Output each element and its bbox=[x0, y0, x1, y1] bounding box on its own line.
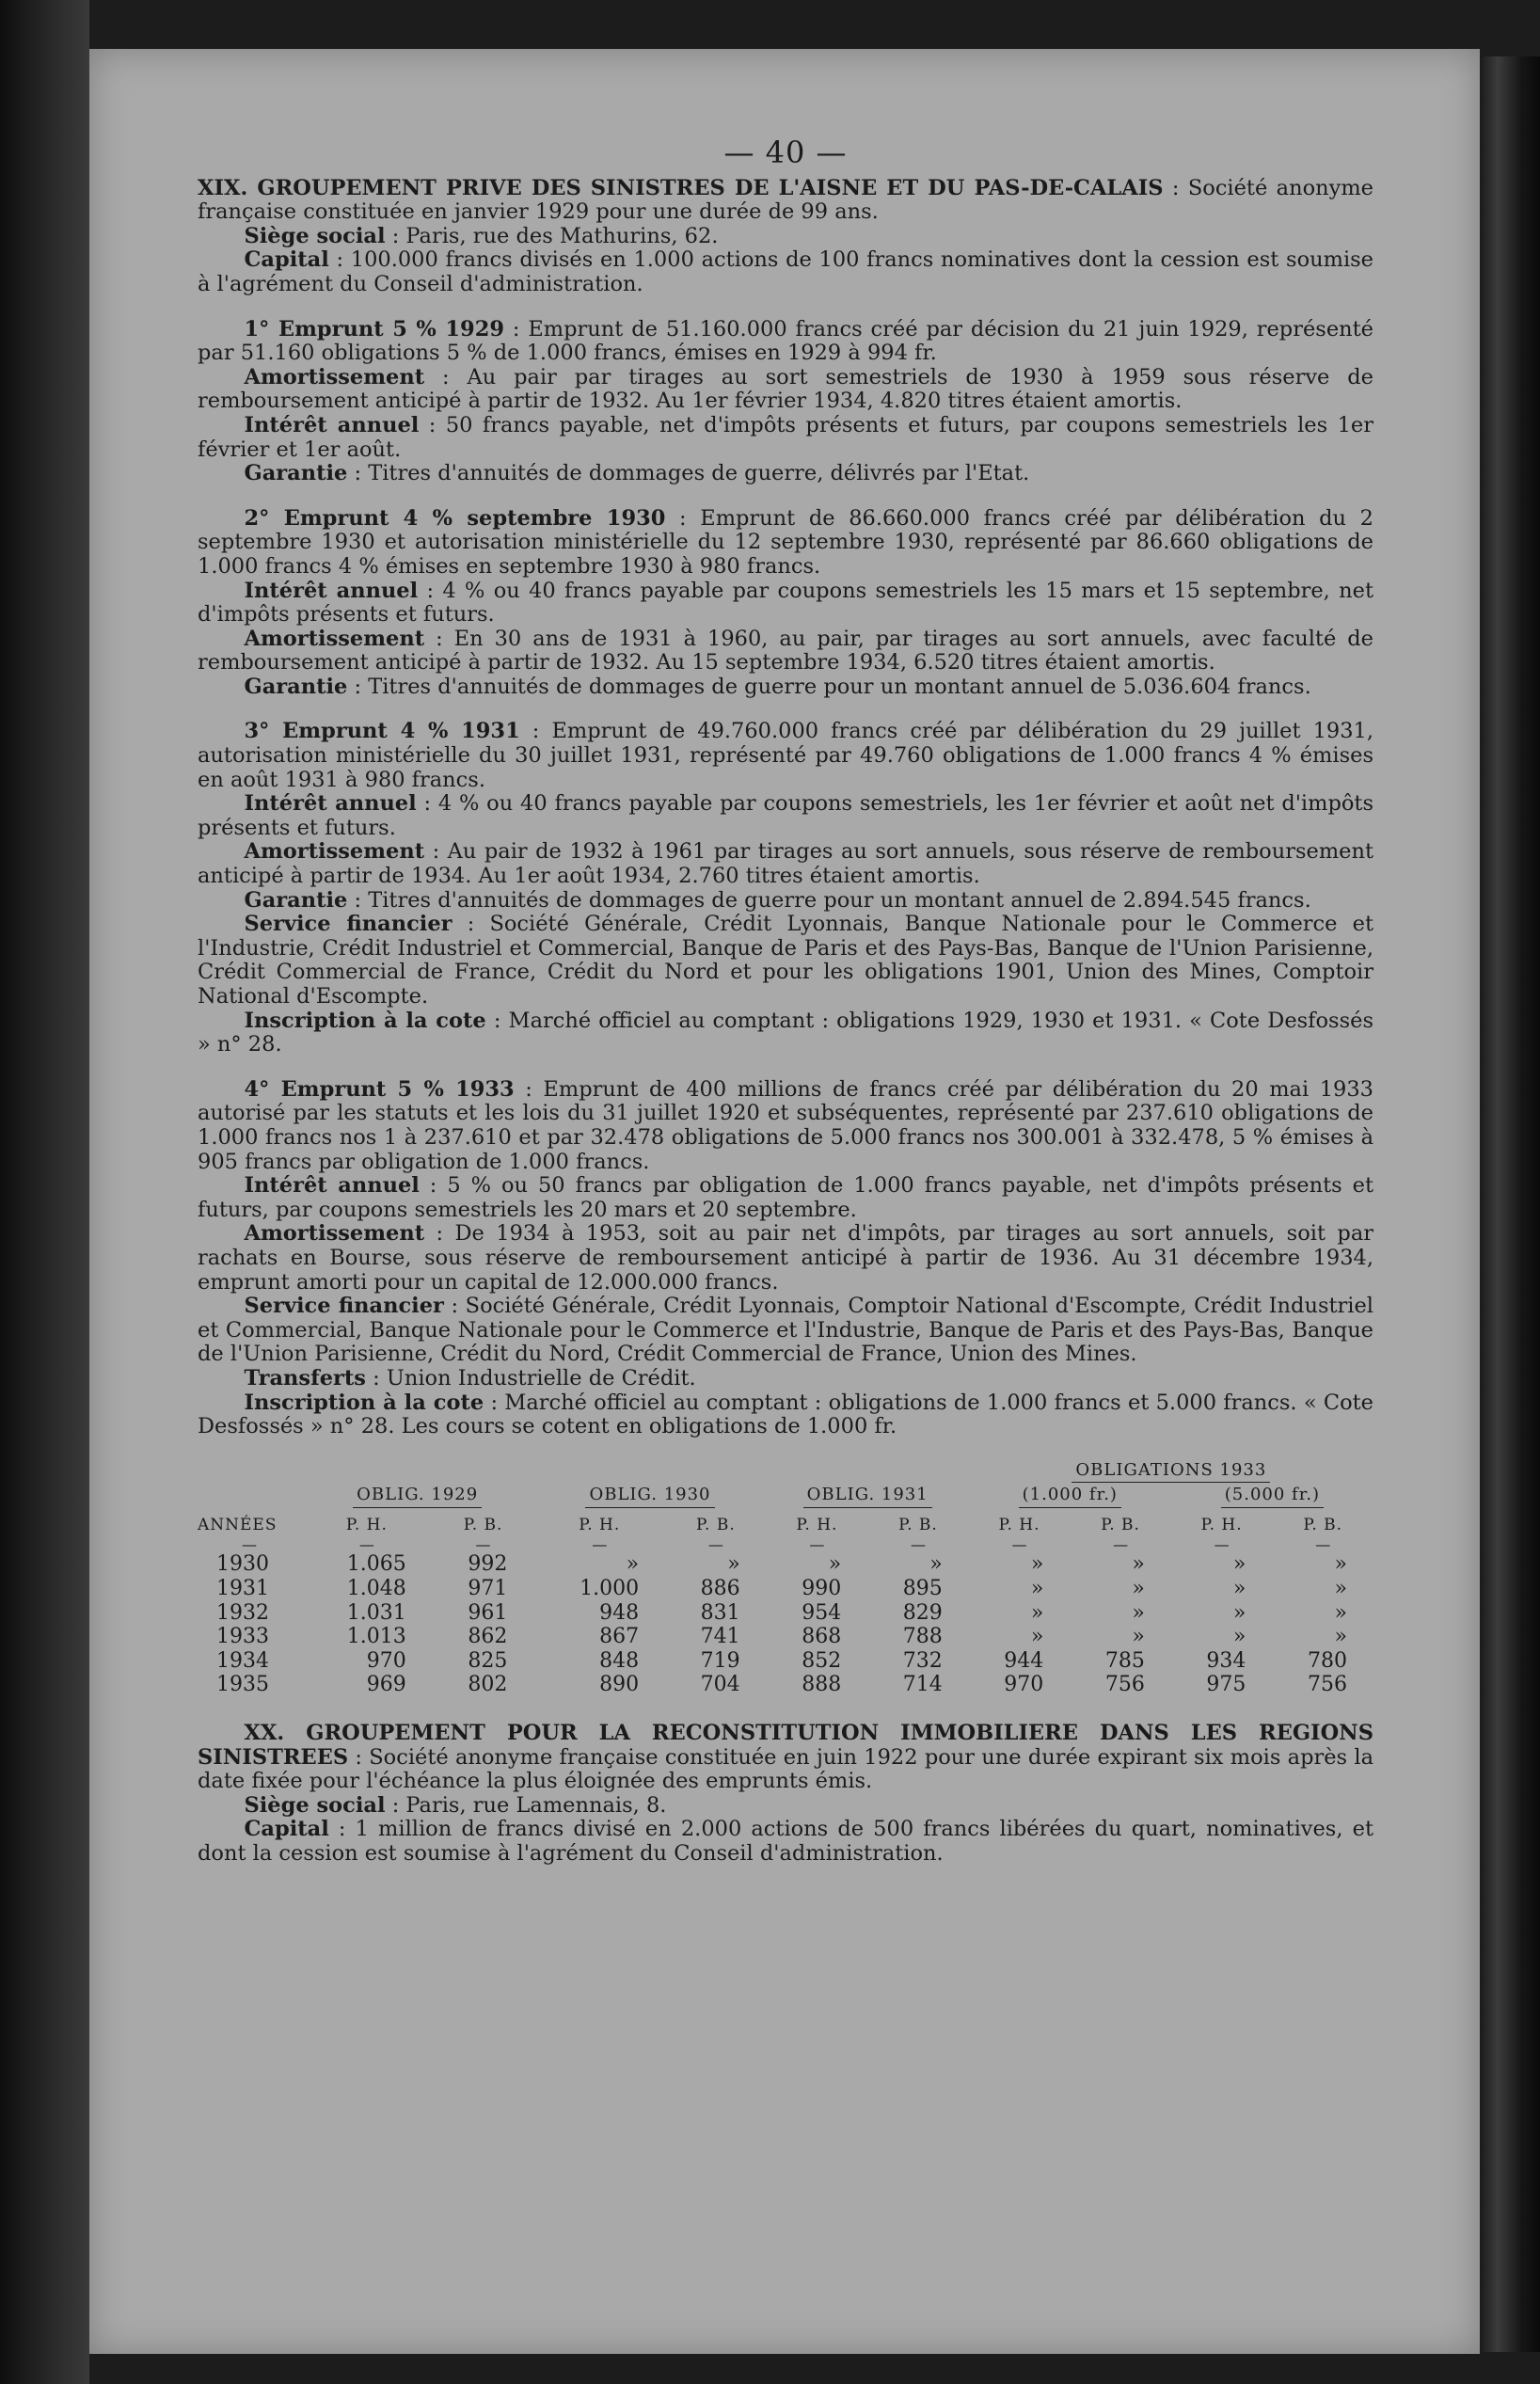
table-cell: 990 bbox=[802, 1577, 842, 1601]
table-cell: 970 bbox=[366, 1648, 406, 1673]
table-cell: 719 bbox=[700, 1648, 740, 1673]
table-cell: 788 bbox=[902, 1625, 943, 1649]
cours-table bbox=[198, 1458, 1373, 1697]
header-oblig-1929: OBLIG. 1929 bbox=[353, 1483, 482, 1508]
table-cell: 969 bbox=[366, 1673, 406, 1697]
table-cell: » bbox=[1030, 1552, 1044, 1577]
cell-year: 1931 bbox=[216, 1577, 269, 1601]
header-pb: P. B. bbox=[1303, 1515, 1343, 1534]
table-cell: » bbox=[1132, 1552, 1145, 1577]
table-cell: 961 bbox=[468, 1600, 508, 1625]
table-cell: » bbox=[1232, 1600, 1246, 1625]
table-cell: » bbox=[1030, 1577, 1044, 1601]
rule-dash: — bbox=[809, 1535, 825, 1554]
cell-year: 1935 bbox=[216, 1673, 269, 1697]
sec19-siege: Siège social : Paris, rue des Mathurins, 62. bbox=[244, 223, 719, 248]
table-cell: 802 bbox=[468, 1673, 508, 1697]
sec20-siege: Siège social : Paris, rue Lamennais, 8. bbox=[244, 1792, 667, 1818]
cell-year: 1932 bbox=[216, 1600, 269, 1625]
table-cell: » bbox=[1334, 1552, 1347, 1577]
sec20-intro: XX. GROUPEMENT POUR LA RECONSTITUTION IMMOBILIERE DANS LES REGIONS SINISTREES : Société anonyme française constituée en juin 1922 pour une durée expirant six mois après la date fixée pour l'échéance la plus éloignée des emprunts émis. bbox=[198, 1721, 1373, 1794]
header-ph: P. H. bbox=[998, 1515, 1040, 1534]
sec20-capital: Capital : 1 million de francs divisé en 2.000 actions de 500 francs libérées du quart, nominatives, et dont la cession est soumise à l'agrément du Conseil d'administration. bbox=[198, 1817, 1373, 1866]
rule-dash: — bbox=[1214, 1535, 1230, 1554]
page-number: — 40 — bbox=[723, 135, 848, 170]
table-cell: 852 bbox=[802, 1648, 842, 1673]
emprunt-1929-interet: Intérêt annuel : 50 francs payable, net d'impôts présents et futurs, par coupons semestriels les 1er février et 1er août. bbox=[198, 412, 1373, 462]
table-cell: » bbox=[929, 1552, 943, 1577]
sec19-capital: Capital : 100.000 francs divisés en 1.000 actions de 100 francs nominatives dont la cession est soumise à l'agrément du Conseil d'administration. bbox=[198, 247, 1373, 296]
header-pb: P. B. bbox=[463, 1515, 503, 1534]
table-cell: 848 bbox=[599, 1648, 640, 1673]
rule-dash: — bbox=[1011, 1535, 1027, 1554]
cell-year: 1934 bbox=[216, 1648, 269, 1673]
table-cell: 1.000 bbox=[579, 1577, 640, 1601]
header-oblig-1931: OBLIG. 1931 bbox=[803, 1483, 932, 1508]
table-cell: » bbox=[828, 1552, 842, 1577]
table-cell: 954 bbox=[802, 1600, 842, 1625]
table-cell: » bbox=[1132, 1577, 1145, 1601]
table-cell: 1.031 bbox=[346, 1600, 406, 1625]
table-cell: 975 bbox=[1206, 1673, 1246, 1697]
table-cell: » bbox=[1334, 1600, 1347, 1625]
rule-dash: — bbox=[358, 1535, 374, 1554]
table-cell: 934 bbox=[1206, 1648, 1246, 1673]
header-pb: P. B. bbox=[898, 1515, 938, 1534]
sec19-intro: XIX. GROUPEMENT PRIVE DES SINISTRES DE L'AISNE ET DU PAS-DE-CALAIS : Société anonyme française constituée en janvier 1929 pour une durée de 99 ans. bbox=[198, 175, 1373, 225]
table-row bbox=[198, 1649, 1373, 1674]
table-cell: » bbox=[1232, 1625, 1246, 1649]
page-edge-right bbox=[1480, 56, 1540, 2352]
page-content bbox=[198, 135, 1374, 1867]
table-cell: 829 bbox=[902, 1600, 943, 1625]
rule-dash: — bbox=[1113, 1535, 1129, 1554]
header-ph: P. H. bbox=[579, 1515, 621, 1534]
emprunt-1929: 1° Emprunt 5 % 1929 : Emprunt de 51.160.000 francs créé par décision du 21 juin 1929, représenté par 51.160 obligations 5 % de 1.000 francs, émises en 1929 à 994 fr. bbox=[198, 316, 1373, 366]
table-cell: 886 bbox=[700, 1577, 740, 1601]
scan-margin-left bbox=[0, 0, 89, 2384]
emprunt-1930: 2° Emprunt 4 % septembre 1930 : Emprunt de 86.660.000 francs créé par délibération du 2 septembre 1930 et autorisation ministérielle du 12 septembre 1930, représenté par 86.660 obligations de 1.000 francs 4 % émises en septembre 1930 à 980 francs. bbox=[198, 505, 1373, 579]
emprunt-1931-garantie: Garantie : Titres d'annuités de dommages de guerre pour un montant annuel de 2.894.545 francs. bbox=[244, 887, 1311, 913]
header-ph: P. H. bbox=[345, 1515, 388, 1534]
emprunt-1931: 3° Emprunt 4 % 1931 : Emprunt de 49.760.000 francs créé par délibération du 29 juillet 1931, autorisation ministérielle du 30 juillet 1931, représenté par 49.760 obligations de 1.000 francs 4 % émises en août 1931 à 980 francs. bbox=[198, 719, 1373, 792]
table-cell: 944 bbox=[1004, 1648, 1044, 1673]
emprunt-1929-garantie: Garantie : Titres d'annuités de dommages de guerre, délivrés par l'Etat. bbox=[244, 461, 1030, 486]
header-1000-fr: (1.000 fr.) bbox=[1019, 1483, 1121, 1508]
header-ph: P. H. bbox=[1200, 1515, 1243, 1534]
table-row bbox=[198, 1673, 1373, 1697]
table-cell: » bbox=[1232, 1552, 1246, 1577]
emprunt-1931-inscription: Inscription à la cote : Marché officiel au comptant : obligations 1929, 1930 et 1931. « Cote Desfossés » n° 28. bbox=[198, 1008, 1374, 1057]
table-cell: » bbox=[1030, 1625, 1044, 1649]
table-cell: » bbox=[1132, 1600, 1145, 1625]
cell-year: 1933 bbox=[216, 1625, 269, 1649]
table-cell: 1.048 bbox=[346, 1577, 406, 1601]
table-cell: 888 bbox=[802, 1673, 842, 1697]
rule-dash: — bbox=[1315, 1535, 1331, 1554]
table-cell: 971 bbox=[468, 1577, 508, 1601]
table-cell: » bbox=[1232, 1577, 1246, 1601]
rule-dash: — bbox=[592, 1535, 608, 1554]
table-cell: 785 bbox=[1104, 1648, 1145, 1673]
sec20-title: XX. GROUPEMENT POUR LA RECONSTITUTION IMMOBILIERE DANS LES REGIONS SINISTREES bbox=[198, 1721, 1373, 1770]
table-cell: 867 bbox=[599, 1625, 640, 1649]
table-cell: 948 bbox=[599, 1600, 640, 1625]
emprunt-1929-amortissement: Amortissement : Au pair par tirages au sort semestriels de 1930 à 1959 sous réserve de remboursement anticipé à partir de 1932. Au 1er février 1934, 4.820 titres étaient amortis. bbox=[198, 364, 1373, 414]
table-row bbox=[198, 1625, 1373, 1649]
emprunt-1933-interet: Intérêt annuel : 5 % ou 50 francs par obligation de 1.000 francs payable, net d'impôts présents et futurs, par coupons semestriels les 20 mars et 20 septembre. bbox=[198, 1173, 1373, 1222]
emprunt-1930-garantie: Garantie : Titres d'annuités de dommages de guerre pour un montant annuel de 5.036.604 francs. bbox=[244, 674, 1311, 699]
rule-dash: — bbox=[475, 1535, 491, 1554]
emprunt-1930-interet: Intérêt annuel : 4 % ou 40 francs payable par coupons semestriels les 15 mars et 15 septembre, net d'impôts présents et futurs. bbox=[198, 578, 1373, 628]
table-cell: » bbox=[1334, 1577, 1347, 1601]
emprunt-1931-amortissement: Amortissement : Au pair de 1932 à 1961 par tirages au sort annuels, sous réserve de remboursement anticipé à partir de 1934. Au 1er août 1934, 2.760 titres étaient amortis. bbox=[198, 839, 1373, 889]
table-cell: 970 bbox=[1004, 1673, 1044, 1697]
table-cell: » bbox=[626, 1552, 640, 1577]
emprunt-1933: 4° Emprunt 5 % 1933 : Emprunt de 400 millions de francs créé par délibération du 20 mai 1933 autorisé par les statuts et les lois du 31 juillet 1920 et subséquentes, représenté par 237.610 obligations de 1.000 francs nos 1 à 237.610 et par 32.478 obligations de 5.000 francs nos 300.001 à 332.478, 5 % émises à 905 francs par obligation de 1.000 francs. bbox=[198, 1076, 1373, 1174]
table-cell: » bbox=[1132, 1625, 1145, 1649]
rule-dash: — bbox=[242, 1535, 257, 1554]
table-cell: 704 bbox=[700, 1673, 740, 1697]
table-cell: 756 bbox=[1308, 1673, 1347, 1697]
header-pb: P. B. bbox=[1101, 1515, 1140, 1534]
table-row bbox=[198, 1577, 1373, 1601]
header-oblig-1930: OBLIG. 1930 bbox=[585, 1483, 714, 1508]
table-cell: 831 bbox=[700, 1600, 740, 1625]
table-cell: 890 bbox=[599, 1673, 640, 1697]
table-cell: 825 bbox=[468, 1648, 508, 1673]
emprunt-1933-amortissement: Amortissement : De 1934 à 1953, soit au pair net d'impôts, par tirages au sort annuels, soit par rachats en Bourse, sous réserve de remboursement anticipé à partir de 1936. Au 31 décembre 1934, emprunt amorti pour un capital de 12.000.000 francs. bbox=[198, 1221, 1373, 1295]
header-obligations-1933: OBLIGATIONS 1933 bbox=[1072, 1458, 1270, 1484]
table-cell: 1.065 bbox=[346, 1552, 406, 1577]
rule-dash: — bbox=[910, 1535, 926, 1554]
table-cell: 741 bbox=[700, 1625, 740, 1649]
emprunt-1930-amortissement: Amortissement : En 30 ans de 1931 à 1960, au pair, par tirages au sort annuels, avec faculté de remboursement anticipé à partir de 1932. Au 15 septembre 1934, 6.520 titres étaient amortis. bbox=[198, 626, 1373, 675]
table-cell: » bbox=[1334, 1625, 1347, 1649]
emprunt-1931-interet: Intérêt annuel : 4 % ou 40 francs payable par coupons semestriels, les 1er février et août net d'impôts présents et futurs. bbox=[198, 791, 1373, 840]
table-cell: 868 bbox=[802, 1625, 842, 1649]
table-row bbox=[198, 1552, 1373, 1577]
emprunt-1931-service: Service financier : Société Générale, Crédit Lyonnais, Banque Nationale pour le Commerce et l'Industrie, Crédit Industriel et Commercial, Banque de Paris et des Pays-Bas, Banque de l'Union Parisienne, Crédit Commercial de France, Crédit du Nord et pour les obligations 1901, Union des Mines, Comptoir National d'Escompte. bbox=[198, 912, 1373, 1009]
table-cell: 732 bbox=[902, 1648, 943, 1673]
table-cell: 895 bbox=[902, 1577, 943, 1601]
table-cell: 714 bbox=[902, 1673, 943, 1697]
table-cell: » bbox=[727, 1552, 740, 1577]
emprunt-1933-transferts: Transferts : Union Industrielle de Crédit. bbox=[244, 1365, 696, 1391]
emprunt-1933-service: Service financier : Société Générale, Crédit Lyonnais, Comptoir National d'Escompte, Crédit Industriel et Commercial, Banque Nationale pour le Commerce et l'Industrie, Banque de Paris et des Pays-Bas, Banque de l'Union Parisienne, Crédit du Nord, Crédit Commercial de France, Union des Mines. bbox=[198, 1294, 1373, 1367]
table-cell: 780 bbox=[1308, 1648, 1347, 1673]
emprunt-1933-inscription: Inscription à la cote : Marché officiel au comptant : obligations de 1.000 francs et 5.000 francs. « Cote Desfossés » n° 28. Les cours se cotent en obligations de 1.000 fr. bbox=[198, 1390, 1373, 1439]
header-ph: P. H. bbox=[796, 1515, 838, 1534]
table-cell: 756 bbox=[1104, 1673, 1145, 1697]
table-cell: 1.013 bbox=[346, 1625, 406, 1649]
cell-year: 1930 bbox=[216, 1552, 269, 1577]
header-pb: P. B. bbox=[696, 1515, 736, 1534]
header-5000-fr: (5.000 fr.) bbox=[1221, 1483, 1324, 1508]
cours-table-body bbox=[198, 1552, 1373, 1697]
sec19-title: XIX. GROUPEMENT PRIVE DES SINISTRES DE L'AISNE ET DU PAS-DE-CALAIS bbox=[198, 175, 1164, 200]
table-cell: » bbox=[1030, 1600, 1044, 1625]
table-cell: 992 bbox=[468, 1552, 508, 1577]
section-xx bbox=[198, 1722, 1373, 1867]
table-row bbox=[198, 1601, 1373, 1626]
rule-dash: — bbox=[707, 1535, 723, 1554]
table-cell: 862 bbox=[468, 1625, 508, 1649]
header-annees: ANNÉES bbox=[198, 1515, 278, 1534]
